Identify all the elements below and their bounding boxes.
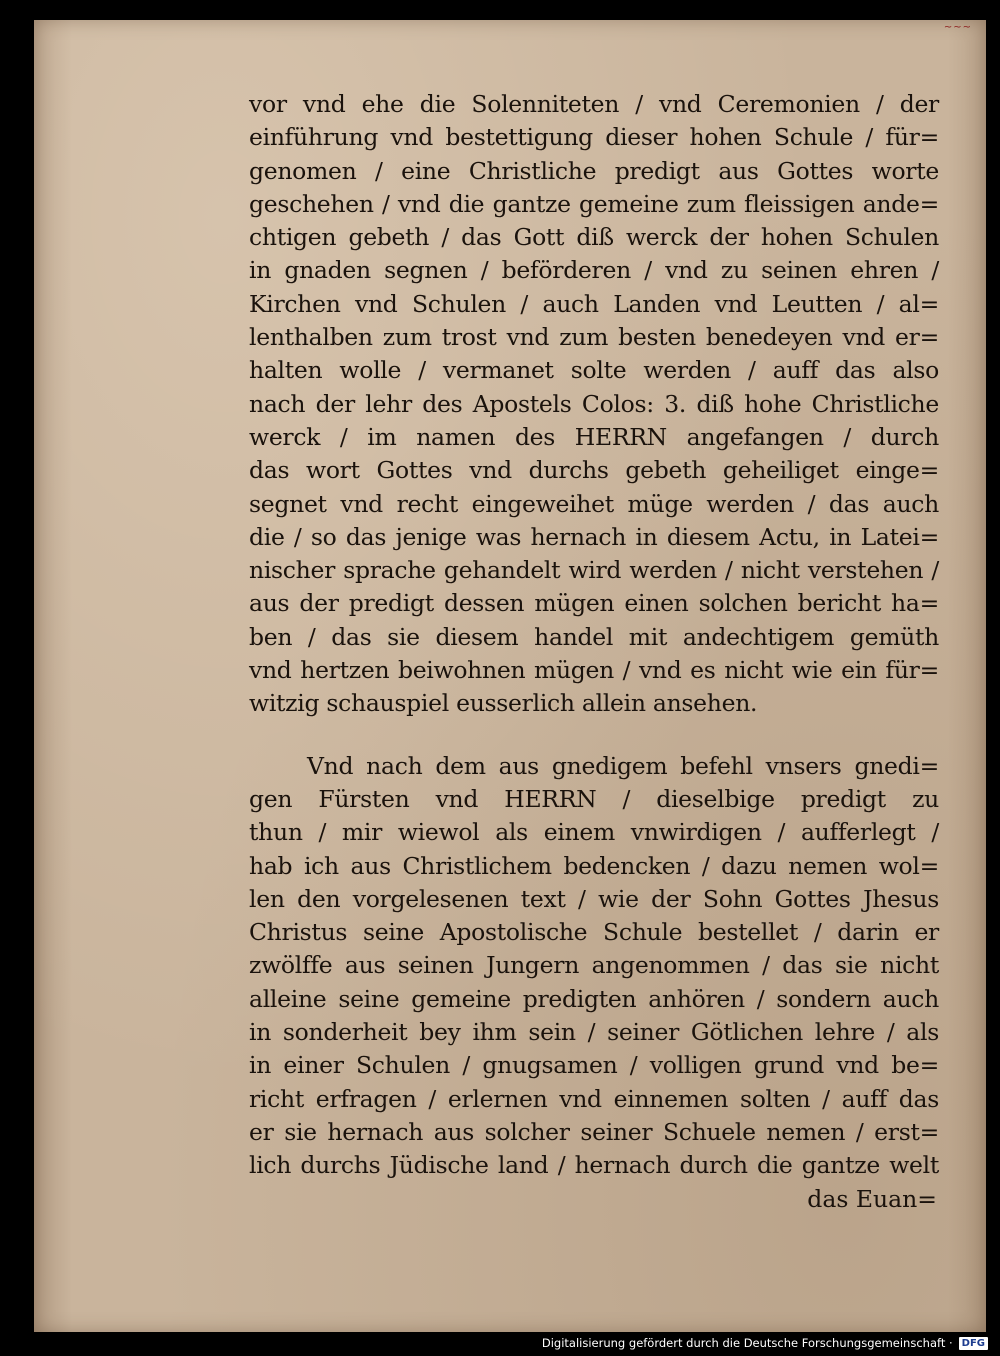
text-line: Christus seine Apostolische Schule bestellet / darin er: [249, 918, 939, 947]
text-line: Kirchen vnd Schulen / auch Landen vnd Leutten / al=: [249, 289, 939, 318]
text-line: in sonderheit bey ihm sein / seiner Götlichen lehre / als: [249, 1018, 939, 1047]
text-line: nischer sprache gehandelt wird werden / nicht verstehen /: [249, 556, 939, 585]
dfg-logo-icon: DFG: [959, 1337, 988, 1350]
text-line: werck / im namen des HERRN angefangen / durch: [249, 422, 939, 451]
text-line: in einer Schulen / gnugsamen / volligen grund vnd be=: [249, 1051, 939, 1080]
text-line: witzig schauspiel eusserlich allein ansehen.: [249, 689, 758, 718]
text-line: halten wolle / vermanet solte werden / auff das also: [249, 356, 939, 385]
catchword: das Euan=: [807, 1184, 937, 1213]
text-line: nach der lehr des Apostels Colos: 3. diß hohe Christliche: [249, 389, 939, 418]
text-line: genomen / eine Christliche predigt aus Gottes worte: [249, 156, 939, 185]
text-line: gen Fürsten vnd HERRN / dieselbige predigt zu: [249, 784, 939, 813]
scanned-page: [34, 20, 986, 1332]
text-line: Vnd nach dem aus gnedigem befehl vnsers gnedi=: [307, 751, 939, 780]
paragraph-1: [249, 88, 939, 721]
text-line: zwölffe aus seinen Jungern angenommen / das sie nicht: [249, 951, 939, 980]
text-line: hab ich aus Christlichem bedencken / dazu nemen wol=: [249, 851, 939, 880]
text-line: vor vnd ehe die Solenniteten / vnd Ceremonien / der: [249, 90, 939, 118]
text-line: geschehen / vnd die gantze gemeine zum fleissigen ande=: [249, 189, 939, 218]
footer-text: Digitalisierung gefördert durch die Deutsche Forschungsgemeinschaft ·: [541, 1336, 953, 1350]
text-line: segnet vnd recht eingeweihet müge werden / das auch: [249, 489, 939, 518]
text-line: lich durchs Jüdische land / hernach durch die gantze welt: [249, 1151, 939, 1180]
text-line: aus der predigt dessen mügen einen solchen bericht ha=: [249, 589, 939, 618]
text-line: thun / mir wiewol als einem vnwirdigen / aufferlegt /: [249, 818, 939, 847]
text-line: das wort Gottes vnd durchs gebeth geheiliget einge=: [249, 456, 939, 485]
corner-mark: ~~~: [943, 22, 972, 33]
text-line: lenthalben zum trost vnd zum besten benedeyen vnd er=: [249, 323, 939, 352]
text-line: len den vorgelesenen text / wie der Sohn Gottes Jhesus: [249, 884, 939, 913]
paragraph-2: [249, 750, 939, 1183]
text-line: richt erfragen / erlernen vnd einnemen solten / auff das: [249, 1084, 939, 1113]
text-line: alleine seine gemeine predigten anhören / sondern auch: [249, 984, 939, 1013]
text-line: in gnaden segnen / beförderen / vnd zu seinen ehren /: [249, 256, 939, 285]
footer-credit: [542, 1334, 988, 1352]
text-line: einführung vnd bestettigung dieser hohen Schule / für=: [249, 123, 939, 152]
text-line: ben / das sie diesem handel mit andechtigem gemüth: [249, 622, 939, 651]
page-text: [249, 88, 939, 1216]
text-line: die / so das jenige was hernach in diesem Actu, in Latei=: [249, 522, 939, 551]
text-line: er sie hernach aus solcher seiner Schuele nemen / erst=: [249, 1117, 939, 1146]
text-line: vnd hertzen beiwohnen mügen / vnd es nicht wie ein für=: [249, 656, 939, 685]
text-line: chtigen gebeth / das Gott diß werck der hohen Schulen: [249, 223, 939, 252]
